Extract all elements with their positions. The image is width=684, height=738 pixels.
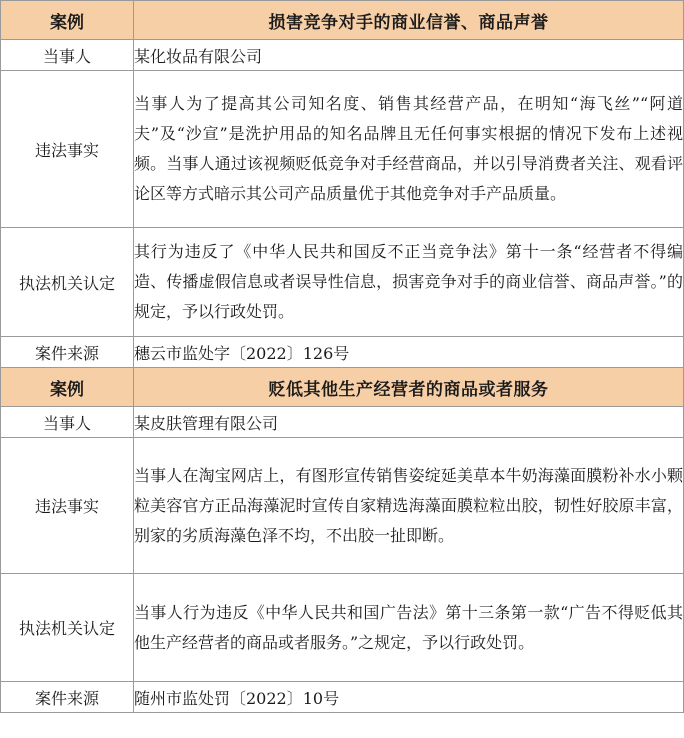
case-1-ruling-row <box>1 228 684 337</box>
case-2-ruling-value: 当事人行为违反《中华人民共和国广告法》第十三条第一款“广告不得贬低其他生产经营者的商品或者服务。”之规定，予以行政处罚。 <box>134 574 684 682</box>
case-1-party-label: 当事人 <box>1 40 134 71</box>
case-2-party-value: 某皮肤管理有限公司 <box>134 407 684 438</box>
case-1-header-label: 案例 <box>1 1 134 40</box>
case-1-header-row <box>1 1 684 40</box>
case-2-header-label: 案例 <box>1 368 134 407</box>
case-2-facts-row <box>1 438 684 574</box>
case-1-title: 损害竞争对手的商业信誉、商品声誉 <box>134 1 684 40</box>
case-1-ruling-label: 执法机关认定 <box>1 228 134 337</box>
case-2-party-label: 当事人 <box>1 407 134 438</box>
case-1-source-label: 案件来源 <box>1 337 134 368</box>
case-2-source-value: 随州市监处罚〔2022〕10号 <box>134 682 684 713</box>
case-2-facts-label: 违法事实 <box>1 438 134 574</box>
case-1-ruling-value: 其行为违反了《中华人民共和国反不正当竞争法》第十一条“经营者不得编造、传播虚假信息或者误导性信息，损害竞争对手的商业信誉、商品声誉。”的规定，予以行政处罚。 <box>134 228 684 337</box>
case-1-facts-label: 违法事实 <box>1 71 134 228</box>
case-1-party-row <box>1 40 684 71</box>
case-2-facts-value: 当事人在淘宝网店上，有图形宣传销售姿绽延美草本牛奶海藻面膜粉补水小颗粒美容官方正品海藻泥时宣传自家精选海藻面膜粒粒出胶，韧性好胶原丰富，别家的劣质海藻色泽不均，不出胶一扯即断。 <box>134 438 684 574</box>
case-1-source-value: 穗云市监处字〔2022〕126号 <box>134 337 684 368</box>
case-2-ruling-label: 执法机关认定 <box>1 574 134 682</box>
case-2-source-label: 案件来源 <box>1 682 134 713</box>
case-1-facts-row <box>1 71 684 228</box>
case-2-ruling-row <box>1 574 684 682</box>
case-2-source-row <box>1 682 684 713</box>
case-2-party-row <box>1 407 684 438</box>
case-2-header-row <box>1 368 684 407</box>
case-2-title: 贬低其他生产经营者的商品或者服务 <box>134 368 684 407</box>
case-1-facts-value: 当事人为了提高其公司知名度、销售其经营产品，在明知“海飞丝”“阿道夫”及“沙宣”是洗护用品的知名品牌且无任何事实根据的情况下发布上述视频。当事人通过该视频贬低竞争对手经营商品，并以引导消费者关注、观看评论区等方式暗示其公司产品质量优于其他竞争对手产品质量。 <box>134 71 684 228</box>
case-1-party-value: 某化妆品有限公司 <box>134 40 684 71</box>
case-1-source-row <box>1 337 684 368</box>
